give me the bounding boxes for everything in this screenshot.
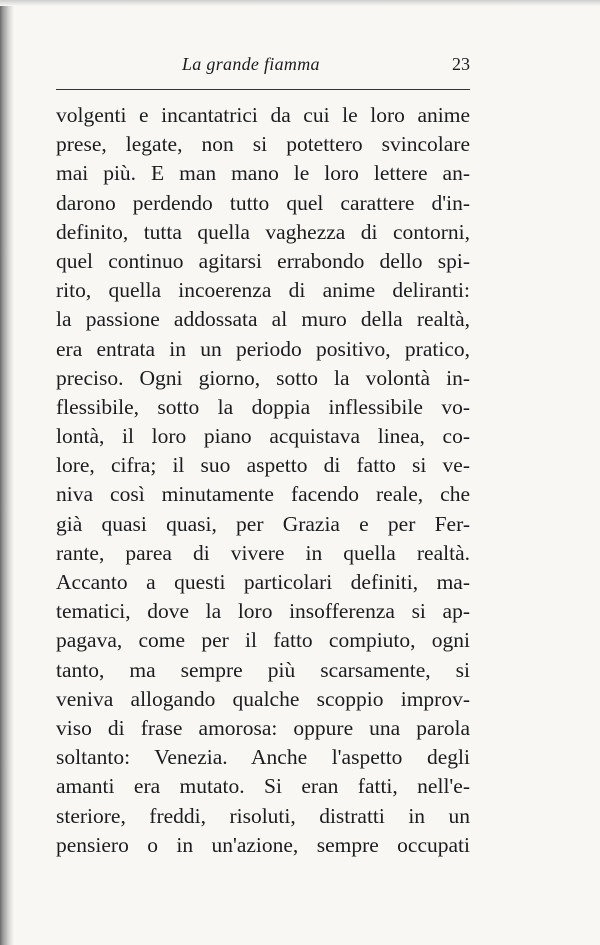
page-number: 23 xyxy=(452,54,470,74)
text-line: tematici, dove la loro insofferenza si ap- xyxy=(56,599,470,624)
text-line: tanto, ma sempre più scarsamente, si xyxy=(56,657,470,682)
text-line: steriore, freddi, risoluti, distratti in un xyxy=(56,803,470,828)
text-line: pagava, come per il fatto compiuto, ogni xyxy=(56,628,470,653)
text-line: flessibile, sotto la doppia inflessibile vo- xyxy=(56,394,470,419)
text-line: veniva allogando qualche scoppio improv- xyxy=(56,686,470,711)
text-line: definito, tutta quella vaghezza di contorni, xyxy=(56,219,470,244)
text-line: pensiero o in un'azione, sempre occupati xyxy=(56,832,470,857)
text-line: amanti era mutato. Si eran fatti, nell'e- xyxy=(56,774,470,799)
text-line: darono perdendo tutto quel carattere d'in- xyxy=(56,190,470,215)
text-line: volgenti e incantatrici da cui le loro anime xyxy=(56,103,470,127)
page-binding-edge xyxy=(0,0,14,945)
text-line: la passione addossata al muro della realtà, xyxy=(56,307,470,332)
text-line: mai più. E man mano le loro lettere an- xyxy=(56,161,470,186)
text-line: prese, legate, non si potettero svincolare xyxy=(56,132,470,157)
text-line: Accanto a questi particolari definiti, ma- xyxy=(56,570,470,594)
text-line: già quasi quasi, per Grazia e per Fer- xyxy=(56,511,470,536)
text-line: lore, cifra; il suo aspetto di fatto si ve- xyxy=(56,453,470,478)
text-line: niva così minutamente facendo reale, che xyxy=(56,482,470,507)
text-line: rante, parea di vivere in quella realtà. xyxy=(56,540,470,565)
text-line: era entrata in un periodo positivo, pratico, xyxy=(56,336,470,361)
header-rule xyxy=(56,89,470,90)
text-line: lontà, il loro piano acquistava linea, co- xyxy=(56,424,470,449)
text-line: quel continuo agitarsi errabondo dello spi- xyxy=(56,248,470,273)
text-line: preciso. Ogni giorno, sotto la volontà in- xyxy=(56,365,470,390)
text-line: rito, quella incoerenza di anime deliranti: xyxy=(56,278,470,303)
running-title: La grande fiamma xyxy=(182,54,320,74)
page-header xyxy=(56,54,470,84)
text-line: soltanto: Venezia. Anche l'aspetto degli xyxy=(56,745,470,770)
body-text xyxy=(56,101,470,860)
page-top-edge xyxy=(0,0,600,6)
text-line: viso di frase amorosa: oppure una parola xyxy=(56,715,470,740)
